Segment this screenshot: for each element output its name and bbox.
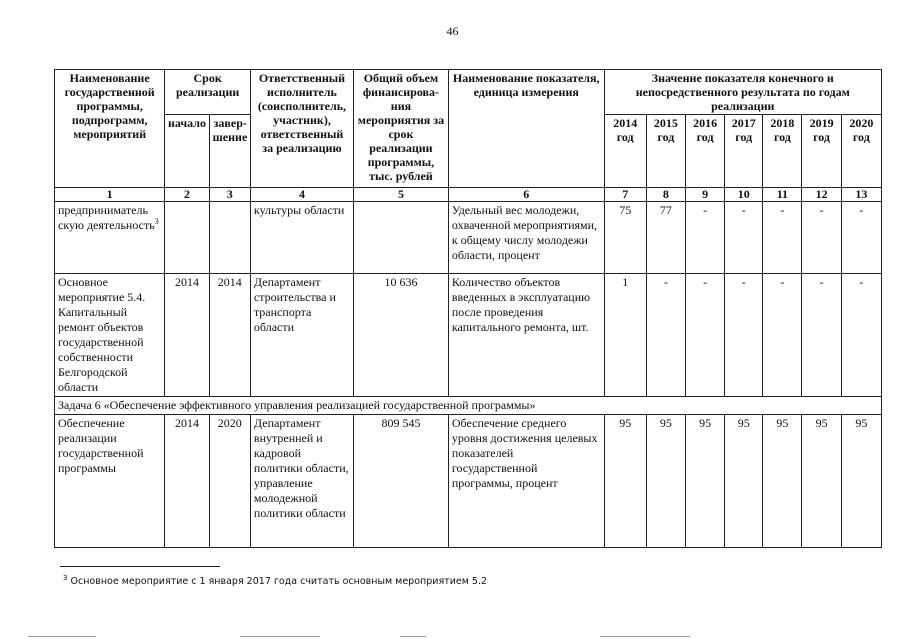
- row-value: -: [841, 202, 881, 274]
- scan-edge-line: [400, 636, 426, 637]
- row-funding: [354, 202, 449, 274]
- column-number: 10: [725, 188, 763, 202]
- row-value: 95: [841, 415, 881, 548]
- header-year-2019: 2019 год: [802, 115, 841, 188]
- column-number: 5: [354, 188, 449, 202]
- row-value: -: [763, 274, 802, 397]
- column-number: 13: [841, 188, 881, 202]
- row-name: Основное мероприятие 5.4. Капитальный ремонт объектов государственной собственности Белгородской области: [55, 274, 165, 397]
- header-term: Срок реализации: [165, 70, 251, 115]
- footnote-number: 3: [63, 573, 68, 582]
- header-executor: Ответственный исполнитель (соисполнитель, участник), ответственный за реализацию: [250, 70, 353, 188]
- header-term-start: начало: [165, 115, 209, 188]
- row-end: 2020: [209, 415, 250, 548]
- column-number-row: [55, 188, 882, 202]
- row-indicator: Удельный вес молодежи, охваченной мероприятиями, к общему числу молодежи области, процент: [448, 202, 604, 274]
- table-row: [55, 415, 882, 548]
- row-value: -: [686, 202, 725, 274]
- header-term-end: завер-шение: [209, 115, 250, 188]
- program-table: [54, 69, 882, 548]
- header-values: Значение показателя конечного и непосредственного результата по годам реализации: [604, 70, 881, 115]
- column-number: 1: [55, 188, 165, 202]
- row-funding: 809 545: [354, 415, 449, 548]
- task-row: [55, 397, 882, 415]
- row-value: 95: [802, 415, 841, 548]
- row-funding: 10 636: [354, 274, 449, 397]
- row-value: 95: [686, 415, 725, 548]
- row-name: предприниматель скую деятельность: [58, 203, 155, 232]
- row-value: 95: [604, 415, 646, 548]
- header-year-2018: 2018 год: [763, 115, 802, 188]
- column-number: 11: [763, 188, 802, 202]
- row-executor: Департамент строительства и транспорта области: [250, 274, 353, 397]
- row-start: [165, 202, 209, 274]
- row-value: -: [763, 202, 802, 274]
- footnote-marker: 3: [154, 217, 159, 226]
- header-year-2014: 2014 год: [604, 115, 646, 188]
- row-value: -: [725, 274, 763, 397]
- header-row-1: [55, 70, 882, 115]
- row-value: -: [686, 274, 725, 397]
- row-value: -: [646, 274, 685, 397]
- row-executor: культуры области: [250, 202, 353, 274]
- header-indicator: Наименование показателя, единица измерения: [448, 70, 604, 188]
- scan-edge-line: [240, 636, 320, 637]
- header-funding: Общий объем финансирова-ния мероприятия за срок реализации программы, тыс. рублей: [354, 70, 449, 188]
- scan-edge-line: [28, 636, 96, 637]
- row-end: [209, 202, 250, 274]
- row-value: 1: [604, 274, 646, 397]
- table-row: [55, 202, 882, 274]
- column-number: 8: [646, 188, 685, 202]
- page-number: 46: [446, 24, 459, 38]
- row-start: 2014: [165, 274, 209, 397]
- header-year-2016: 2016 год: [686, 115, 725, 188]
- column-number: 4: [250, 188, 353, 202]
- footnote: [63, 573, 488, 587]
- row-indicator: Обеспечение среднего уровня достижения целевых показателей государственной программы, процент: [448, 415, 604, 548]
- column-number: 9: [686, 188, 725, 202]
- row-value: -: [802, 202, 841, 274]
- column-number: 12: [802, 188, 841, 202]
- row-start: 2014: [165, 415, 209, 548]
- column-number: 7: [604, 188, 646, 202]
- row-value: -: [802, 274, 841, 397]
- row-value: -: [841, 274, 881, 397]
- table-row: [55, 274, 882, 397]
- task-title: Задача 6 «Обеспечение эффективного управления реализацией государственной программы»: [55, 397, 882, 415]
- column-number: 6: [448, 188, 604, 202]
- row-value: 75: [604, 202, 646, 274]
- row-value: 95: [646, 415, 685, 548]
- footnote-text: Основное мероприятие с 1 января 2017 года считать основным мероприятием 5.2: [70, 576, 488, 587]
- row-name-cell: [55, 202, 165, 274]
- row-value: 77: [646, 202, 685, 274]
- row-value: 95: [763, 415, 802, 548]
- footnote-divider: [60, 566, 220, 567]
- scan-edge-line: [600, 636, 690, 637]
- row-executor: Департамент внутренней и кадровой политики области, управление молодежной политики области: [250, 415, 353, 548]
- column-number: 3: [209, 188, 250, 202]
- column-number: 2: [165, 188, 209, 202]
- row-indicator: Количество объектов введенных в эксплуатацию после проведения капитального ремонта, шт.: [448, 274, 604, 397]
- header-year-2015: 2015 год: [646, 115, 685, 188]
- row-value: -: [725, 202, 763, 274]
- row-name: Обеспечение реализации государственной программы: [55, 415, 165, 548]
- header-program-name: Наименование государственной программы, подпрограмм, мероприятий: [55, 70, 165, 188]
- row-end: 2014: [209, 274, 250, 397]
- row-value: 95: [725, 415, 763, 548]
- header-year-2020: 2020 год: [841, 115, 881, 188]
- header-year-2017: 2017 год: [725, 115, 763, 188]
